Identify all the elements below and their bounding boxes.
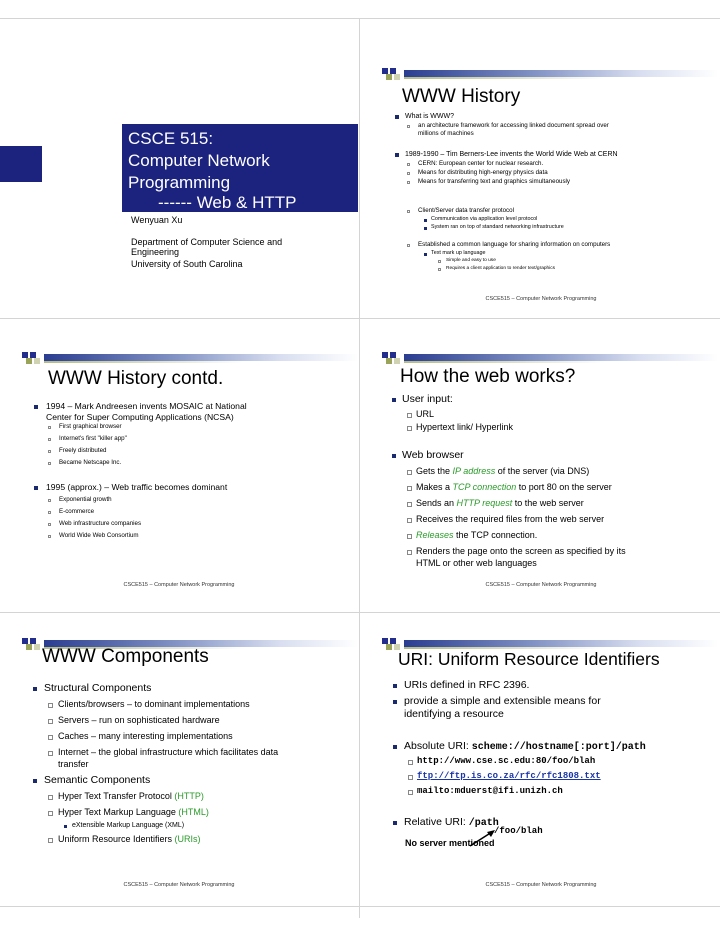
bullet-text: Simple and easy to use	[446, 258, 496, 263]
bullet-text: What is WWW?	[405, 113, 454, 120]
slide-footer: CSCE515 – Computer Network Programming	[485, 882, 597, 888]
sub-bullet-icon	[48, 535, 51, 538]
bullet-text: Clients/browsers – to dominant implementations	[58, 699, 250, 709]
bullet-text: HTML or other web languages	[416, 558, 537, 568]
bullet-text: 1994 – Mark Andreesen invents MOSAIC at National	[46, 401, 247, 411]
sub-bullet-icon	[407, 210, 410, 213]
bullet-text: System ran on top of standard networking infrastructure	[431, 224, 564, 230]
sub-bullet-icon	[407, 244, 410, 247]
sub-bullet-icon	[48, 838, 53, 843]
bullet-text: Hyper Text Markup Language (HTML)	[58, 807, 209, 817]
sub-bullet-icon	[424, 219, 427, 222]
bullet-text: Center for Super Computing Applications (NCSA)	[46, 412, 234, 422]
bullet-text: Established a common language for sharing information on computers	[418, 241, 611, 248]
university: University of South Carolina	[131, 259, 243, 269]
uri-example: http://www.cse.sc.edu:80/foo/blah	[417, 756, 596, 766]
slide-www-components	[0, 616, 358, 906]
sub-bullet-icon	[48, 499, 51, 502]
sub-bullet-icon	[407, 172, 410, 175]
divider	[0, 906, 720, 907]
sub-bullet-icon	[407, 470, 412, 475]
sub-bullet-icon	[424, 253, 427, 256]
bullet-text: Structural Components	[44, 682, 152, 694]
bullet-text: Means for transferring text and graphics simultaneously	[418, 178, 571, 185]
bullet-text: Internet – the global infrastructure which facilitates data	[58, 747, 279, 757]
bullet-text: Receives the required files from the web server	[416, 514, 605, 524]
bullet-text: 1995 (approx.) – Web traffic becomes dominant	[46, 482, 228, 492]
sub-bullet-icon	[48, 719, 53, 724]
divider	[0, 612, 720, 613]
bullet-text: identifying a resource	[404, 708, 504, 720]
decor-block	[0, 146, 42, 182]
uri-example: mailto:mduerst@ifi.unizh.ch	[417, 786, 563, 796]
title-block	[122, 124, 358, 212]
bullet-text: Internet's first "killer app"	[59, 435, 127, 442]
uri-link[interactable]: ftp://ftp.is.co.za/rfc/rfc1808.txt	[417, 771, 601, 781]
sub-bullet-icon	[407, 486, 412, 491]
sub-bullet-icon	[407, 502, 412, 507]
sub-bullet-icon	[48, 811, 53, 816]
bullet-text: Releases the TCP connection.	[416, 530, 538, 540]
slide-footer: CSCE515 – Computer Network Programming	[485, 582, 597, 588]
bullet-icon	[393, 821, 397, 825]
bullet-text: Hyper Text Transfer Protocol (HTTP)	[58, 791, 204, 801]
sub-bullet-icon	[407, 534, 412, 539]
bullet-icon	[393, 745, 397, 749]
sub-bullet-icon	[48, 426, 51, 429]
department: Department of Computer Science and	[131, 237, 283, 247]
divider	[0, 18, 720, 19]
bullet-text: Web browser	[402, 449, 464, 461]
bullet-text: Exponential growth	[59, 496, 112, 503]
bullet-text: Requires a client application to render text/graphics	[446, 266, 556, 271]
divider	[359, 18, 360, 918]
sub-bullet-icon	[48, 735, 53, 740]
divider	[0, 318, 720, 319]
slide-title: WWW Components	[42, 646, 209, 667]
slide-footer: CSCE515 – Computer Network Programming	[123, 882, 235, 888]
bullet-text: Uniform Resource Identifiers (URIs)	[58, 834, 201, 844]
bullet-icon	[392, 454, 396, 458]
slide-title: URI: Uniform Resource Identifiers	[398, 649, 660, 669]
bullet-text: Hypertext link/ Hyperlink	[416, 422, 514, 432]
course-name-2: Programming	[128, 173, 231, 192]
slide-www-history	[362, 24, 720, 314]
bullet-text: eXtensible Markup Language (XML)	[72, 822, 185, 829]
bullet-text: URIs defined in RFC 2396.	[404, 679, 530, 691]
bullet-text: Caches – many interesting implementations	[58, 731, 233, 741]
sub-bullet-icon	[48, 795, 53, 800]
sub-bullet-icon	[407, 413, 412, 418]
bullet-icon	[393, 700, 397, 704]
bullet-text: Means for distributing high-energy physics data	[418, 169, 548, 176]
sub-bullet-icon	[407, 125, 410, 128]
sub-bullet-icon	[407, 550, 412, 555]
slide-title: WWW History	[402, 86, 521, 107]
bullet-text: 1989-1990 – Tim Berners-Lee invents the World Wide Web at CERN	[405, 151, 618, 158]
bullet-text: an architecture framework for accessing linked document spread over	[418, 122, 609, 129]
header-decoration	[382, 66, 718, 82]
slide-title: WWW History contd.	[48, 368, 224, 389]
bullet-text: User input:	[402, 393, 453, 405]
bullet-text: Relative URI: /path	[404, 816, 499, 829]
bullet-text: transfer	[58, 759, 89, 769]
bullet-text: Text mark up language	[431, 250, 486, 256]
sub-bullet-icon	[48, 703, 53, 708]
bullet-icon	[33, 687, 37, 691]
bullet-text: URL	[416, 409, 435, 419]
slide-footer: CSCE515 – Computer Network Programming	[123, 582, 235, 588]
bullet-text: Freely distributed	[59, 447, 107, 454]
slide-uri	[362, 616, 720, 906]
bullet-icon	[393, 684, 397, 688]
course-name-1: Computer Network	[128, 151, 270, 170]
header-decoration	[22, 350, 358, 366]
bullet-text: Web infrastructure companies	[59, 520, 142, 527]
relative-uri-example: /foo/blah	[494, 826, 543, 836]
bullet-text: Renders the page onto the screen as specified by its	[416, 546, 626, 556]
annotation: No server mentioned	[405, 838, 495, 848]
header-decoration	[382, 350, 718, 366]
bullet-text: E-commerce	[59, 508, 95, 515]
bullet-text: Client/Server data transfer protocol	[418, 207, 514, 214]
sub-bullet-icon	[407, 181, 410, 184]
bullet-text: Makes a TCP connection to port 80 on the server	[416, 482, 612, 492]
bullet-icon	[395, 153, 399, 157]
sub-bullet-icon	[438, 260, 441, 263]
bullet-icon	[34, 486, 38, 490]
bullet-text: millions of machines	[418, 130, 474, 137]
sub-bullet-icon	[408, 790, 413, 795]
sub-bullet-icon	[407, 518, 412, 523]
slide-title	[0, 24, 358, 314]
sub-bullet-icon	[407, 426, 412, 431]
sub-bullet-icon	[424, 227, 427, 230]
sub-bullet-icon	[64, 825, 67, 828]
sub-bullet-icon	[408, 760, 413, 765]
bullet-text: Gets the IP address of the server (via DNS)	[416, 466, 590, 476]
slide-footer: CSCE515 – Computer Network Programming	[485, 296, 597, 302]
slide-www-history-contd	[0, 322, 358, 612]
slide-title: How the web works?	[400, 366, 576, 387]
department: Engineering	[131, 247, 180, 257]
sub-bullet-icon	[408, 775, 413, 780]
bullet-text: World Wide Web Consortium	[59, 532, 139, 539]
sub-bullet-icon	[48, 450, 51, 453]
sub-bullet-icon	[48, 462, 51, 465]
bullet-text: Sends an HTTP request to the web server	[416, 498, 584, 508]
sub-bullet-icon	[48, 438, 51, 441]
bullet-text: provide a simple and extensible means for	[404, 695, 601, 707]
bullet-text: Semantic Components	[44, 774, 151, 786]
slide-how-web-works	[362, 322, 720, 612]
sub-bullet-icon	[48, 751, 53, 756]
bullet-icon	[33, 779, 37, 783]
sub-bullet-icon	[48, 523, 51, 526]
bullet-text: Communication via application level protocol	[431, 216, 538, 222]
bullet-icon	[34, 405, 38, 409]
bullet-icon	[392, 398, 396, 402]
bullet-text: CERN: European center for nuclear research.	[418, 160, 544, 167]
bullet-text: Absolute URI: scheme://hostname[:port]/path	[404, 740, 646, 753]
bullet-text: Became Netscape Inc.	[59, 459, 122, 466]
bullet-text: First graphical browser	[59, 423, 122, 430]
sub-bullet-icon	[438, 268, 441, 271]
subtitle: ------ Web & HTTP	[158, 193, 297, 212]
sub-bullet-icon	[48, 511, 51, 514]
course-code: CSCE 515:	[128, 129, 214, 148]
author: Wenyuan Xu	[131, 215, 183, 225]
bullet-text: Servers – run on sophisticated hardware	[58, 715, 220, 725]
bullet-icon	[395, 115, 399, 119]
sub-bullet-icon	[407, 163, 410, 166]
